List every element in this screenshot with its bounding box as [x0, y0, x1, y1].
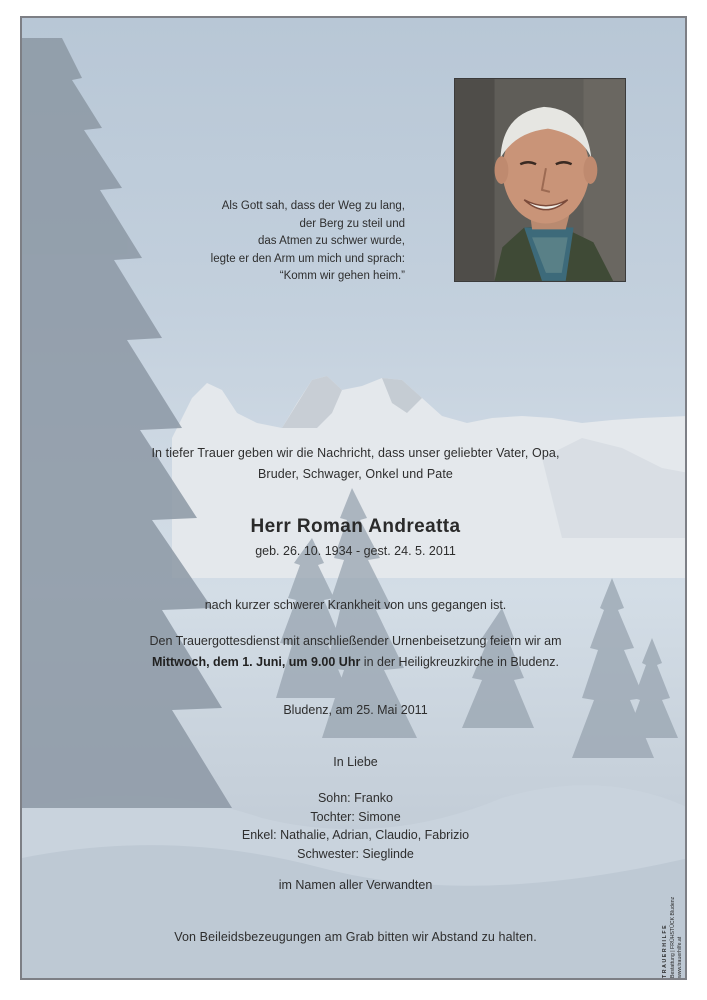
place-and-date: Bludenz, am 25. Mai 2011 — [283, 703, 428, 717]
poem — [145, 198, 405, 286]
service-location: in der Heiligkreuzkirche in Bludenz. — [360, 655, 560, 669]
life-dates: geb. 26. 10. 1934 - gest. 24. 5. 2011 — [255, 544, 456, 558]
in-love-heading: In Liebe — [333, 755, 378, 769]
poem-line: legte er den Arm um mich und sprach: — [210, 252, 405, 265]
imprint-website: www.trauerhilfe.at — [677, 936, 683, 978]
family-member: Schwester: Sieglinde — [297, 846, 414, 861]
service-line: Den Trauergottesdienst mit anschließender Urnenbeisetzung feiern wir am — [149, 634, 562, 648]
imprint-company: FRÜHSTÜCK Bludenz — [669, 896, 676, 949]
condolence-request: Von Beileidsbezeugungen am Grab bitten wir Abstand zu halten. — [174, 930, 537, 944]
imprint-service: Bestattung — [669, 953, 676, 978]
poem-line: das Atmen zu schwer wurde, — [257, 235, 405, 247]
poem-line: der Berg zu steil und — [299, 217, 405, 230]
service-line — [22, 652, 687, 673]
imprint-brand: TRAUERHILFE — [662, 923, 668, 978]
family-member: Enkel: Nathalie, Adrian, Claudio, Fabrizio — [241, 828, 470, 842]
intro-line: Bruder, Schwager, Onkel und Pate — [258, 467, 453, 481]
funeral-home-imprint — [662, 863, 686, 978]
announcement-intro — [22, 443, 687, 485]
imprint-line: Bestattung | FRÜHSTÜCK Bludenz — [669, 896, 676, 978]
poem-line: Als Gott sah, dass der Weg zu lang, — [221, 200, 405, 212]
family-member: Sohn: Franko — [317, 791, 394, 805]
obituary-card — [20, 16, 687, 980]
service-date: Mittwoch, dem 1. Juni, um 9.00 Uhr — [151, 655, 361, 669]
deceased-name: Herr Roman Andreatta — [250, 516, 461, 537]
passing-note: nach kurzer schwerer Krankheit von uns gegangen ist. — [204, 598, 507, 612]
portrait-image — [455, 79, 625, 281]
portrait-photo — [454, 78, 626, 282]
on-behalf-note: im Namen aller Verwandten — [278, 878, 433, 892]
poem-line: “Komm wir gehen heim.” — [279, 270, 405, 282]
family-list — [22, 789, 687, 863]
family-member: Tochter: Simone — [310, 809, 401, 824]
intro-line: In tiefer Trauer geben wir die Nachricht, dass unser geliebter Vater, Opa, — [151, 446, 560, 460]
funeral-service-info — [22, 631, 687, 673]
